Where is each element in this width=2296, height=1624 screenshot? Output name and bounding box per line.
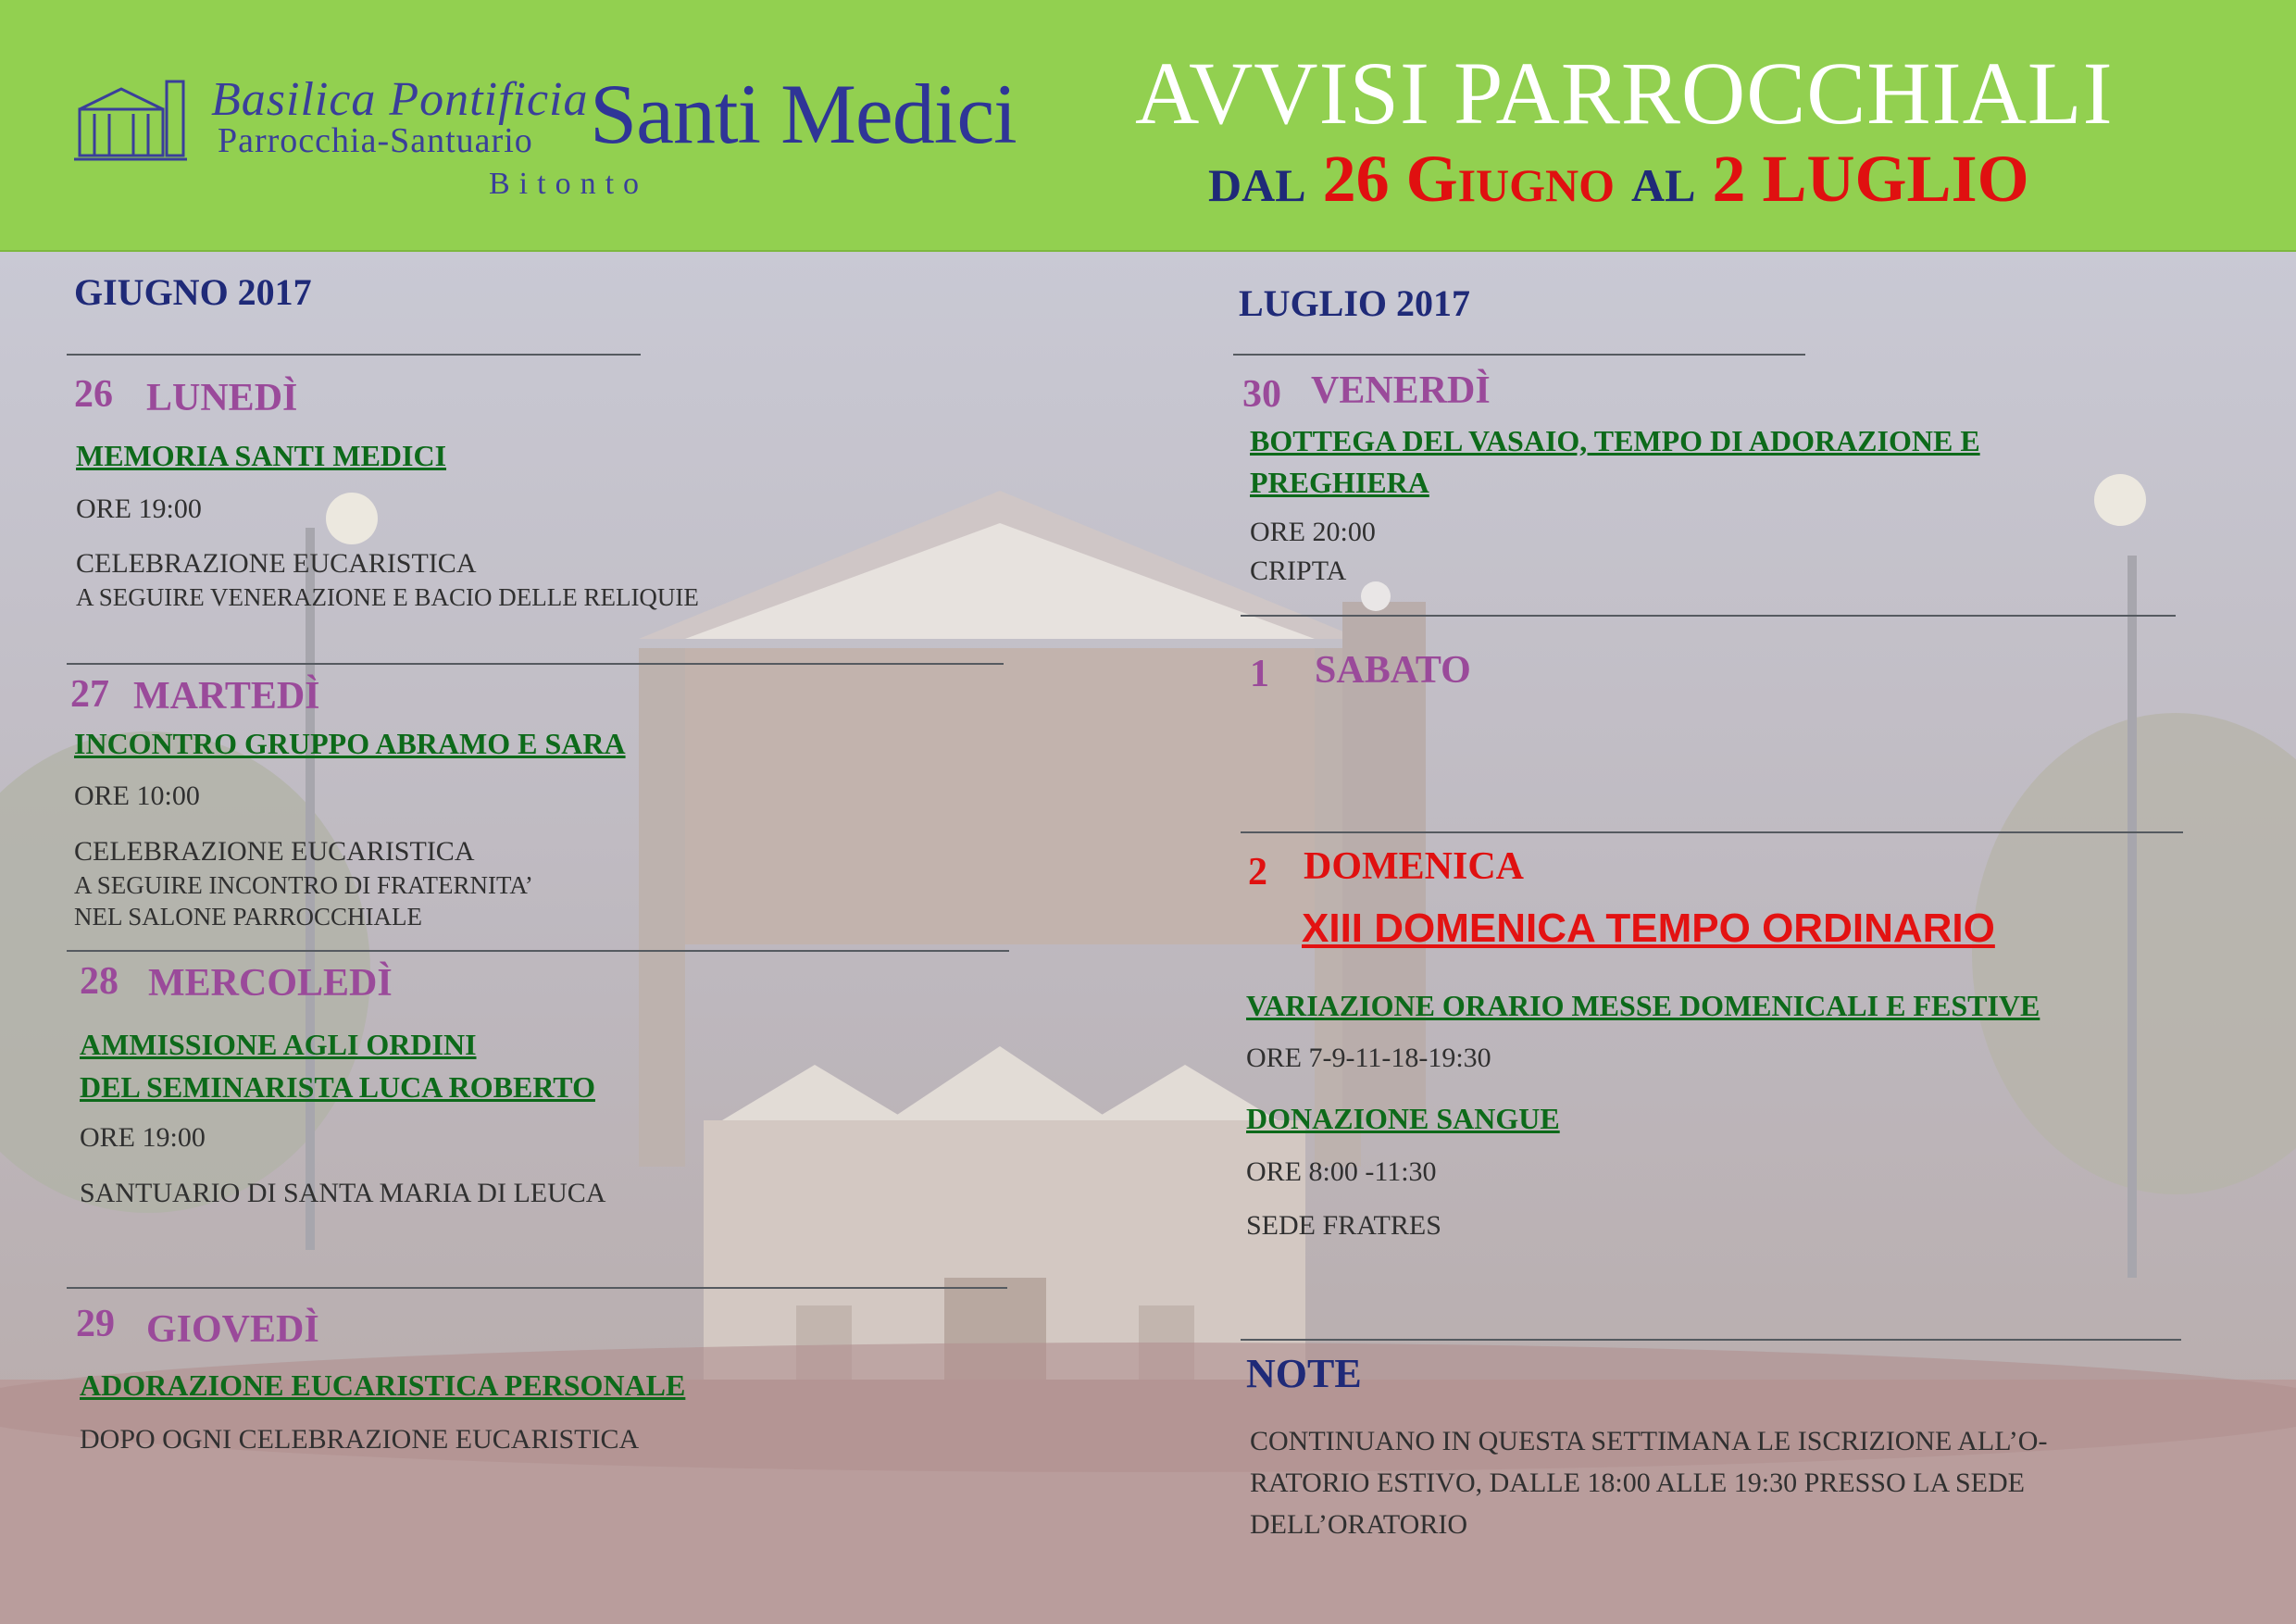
day-2-name: DOMENICA	[1304, 845, 1524, 888]
day-26-desc: CELEBRAZIONE EUCARISTICA	[76, 548, 477, 579]
divider	[1241, 1339, 2181, 1341]
day-2-place-2: SEDE FRATRES	[1246, 1210, 1441, 1241]
left-month-heading: GIUGNO 2017	[74, 271, 312, 313]
day-1-number: 1	[1250, 653, 1269, 695]
subtitle-to-word: al	[1631, 142, 1696, 216]
note-line-2: RATORIO ESTIVO, DALLE 18:00 ALLE 19:30 PRESSO LA SEDE	[1250, 1468, 2025, 1498]
date-range-subtitle	[1208, 141, 2029, 218]
day-26-number: 26	[74, 373, 113, 416]
header-banner	[0, 0, 2296, 252]
note-title: NOTE	[1246, 1351, 1362, 1396]
day-26-extra: A SEGUIRE VENERAZIONE E BACIO DELLE RELIQUIE	[76, 583, 699, 611]
day-26-event: MEMORIA SANTI MEDICI	[76, 439, 447, 472]
divider	[67, 663, 1004, 665]
day-2-event-1: VARIAZIONE ORARIO MESSE DOMENICALI E FESTIVE	[1246, 989, 2040, 1022]
day-26-time: ORE 19:00	[76, 493, 202, 524]
logo-basilica-text: Basilica Pontificia	[211, 73, 589, 126]
day-27-time: ORE 10:00	[74, 781, 200, 811]
right-month-heading: LUGLIO 2017	[1239, 282, 1471, 324]
divider	[1241, 831, 2183, 833]
day-2-special-title: XIII DOMENICA TEMPO ORDINARIO	[1302, 906, 1995, 951]
divider	[1241, 615, 2176, 617]
day-28-number: 28	[80, 960, 119, 1003]
day-30-name: VENERDÌ	[1311, 369, 1491, 412]
day-28-event-line-1: AMMISSIONE AGLI ORDINI	[80, 1028, 477, 1061]
page-title: AVVISI PARROCCHIALI	[1135, 44, 2114, 143]
day-30-event-line-2: PREGHIERA	[1250, 466, 1429, 499]
subtitle-start-date: 26 Giugno	[1322, 142, 1616, 216]
day-29-desc: DOPO OGNI CELEBRAZIONE EUCARISTICA	[80, 1424, 640, 1455]
day-27-number: 27	[70, 673, 109, 716]
day-26-name: LUNEDÌ	[146, 377, 298, 419]
day-27-extra-2: NEL SALONE PARROCCHIALE	[74, 903, 423, 931]
note-line-1: CONTINUANO IN QUESTA SETTIMANA LE ISCRIZIONE ALL’O-	[1250, 1426, 2048, 1456]
day-2-event-2: DONAZIONE SANGUE	[1246, 1102, 1560, 1135]
subtitle-end-date: 2 LUGLIO	[1712, 142, 2029, 216]
day-2-number: 2	[1248, 851, 1267, 893]
day-28-time: ORE 19:00	[80, 1122, 206, 1153]
day-27-desc: CELEBRAZIONE EUCARISTICA	[74, 836, 475, 867]
day-27-name: MARTEDÌ	[133, 675, 320, 718]
day-30-number: 30	[1242, 373, 1281, 416]
subtitle-from-word: dal	[1208, 142, 1306, 216]
day-29-name: GIOVEDÌ	[146, 1308, 319, 1351]
day-28-desc: SANTUARIO DI SANTA MARIA DI LEUCA	[80, 1178, 606, 1208]
divider	[67, 354, 641, 356]
divider	[1233, 354, 1805, 356]
day-29-event: ADORAZIONE EUCARISTICA PERSONALE	[80, 1368, 686, 1402]
day-27-event: INCONTRO GRUPPO ABRAMO E SARA	[74, 727, 626, 760]
day-27-extra-1: A SEGUIRE INCONTRO DI FRATERNITA’	[74, 871, 533, 899]
day-30-event-line-1: BOTTEGA DEL VASAIO, TEMPO DI ADORAZIONE E	[1250, 424, 1980, 457]
logo-parrocchia-text: Parrocchia-Santuario	[218, 121, 533, 160]
day-30-time: ORE 20:00	[1250, 517, 1376, 547]
day-2-time-2: ORE 8:00 -11:30	[1246, 1156, 1437, 1187]
logo-santi-medici-text: Santi Medici	[590, 67, 1017, 161]
divider	[67, 1287, 1007, 1289]
day-28-event-line-2: DEL SEMINARISTA LUCA ROBERTO	[80, 1070, 595, 1104]
day-28-name: MERCOLEDÌ	[148, 962, 393, 1005]
note-line-3: DELL’ORATORIO	[1250, 1509, 1468, 1540]
day-30-place: CRIPTA	[1250, 556, 1347, 586]
basilica-logo-icon	[70, 72, 191, 165]
divider	[67, 950, 1009, 952]
day-29-number: 29	[76, 1303, 115, 1345]
day-1-name: SABATO	[1315, 649, 1471, 692]
logo-city-text: Bitonto	[489, 167, 649, 201]
day-2-time-1: ORE 7-9-11-18-19:30	[1246, 1043, 1491, 1073]
